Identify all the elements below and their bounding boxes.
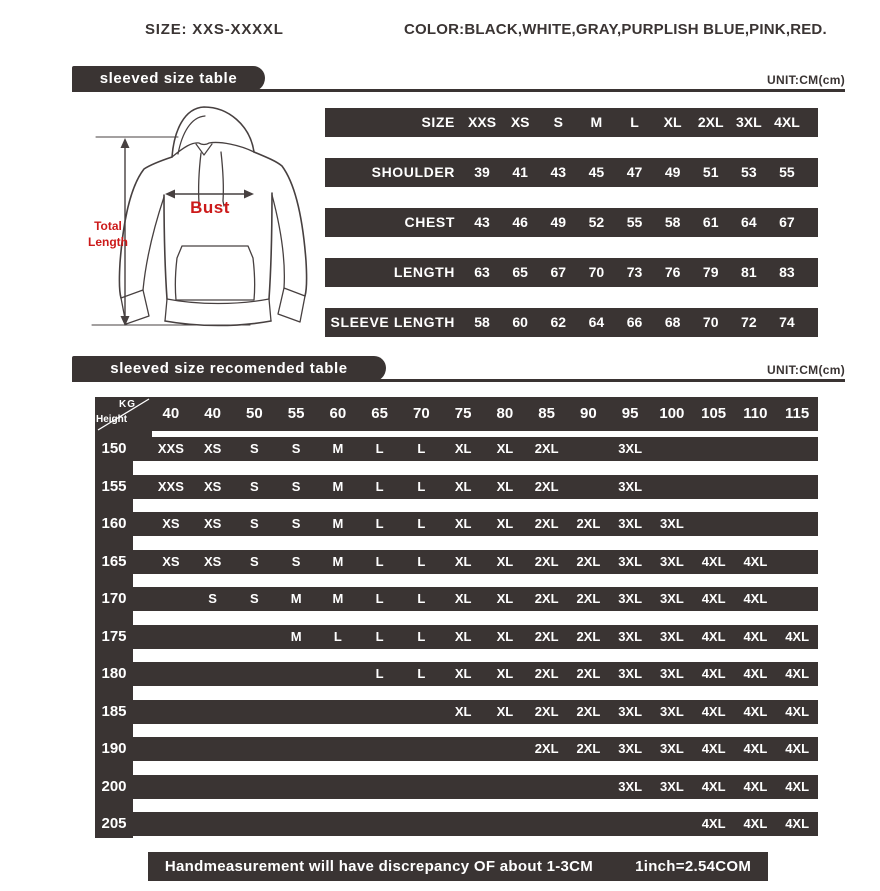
weight-header-cell: 40 — [162, 405, 180, 422]
recommend-size-cell — [317, 812, 359, 836]
recommend-size-cell: XS — [203, 516, 222, 531]
size-table-cell: 63 — [474, 264, 490, 280]
recommend-table-row — [133, 775, 818, 799]
recommend-size-cell — [693, 512, 735, 536]
recommend-size-cell: XS — [203, 441, 222, 456]
height-label: 190 — [101, 740, 127, 757]
recommend-size-cell: XL — [496, 441, 514, 456]
size-table-cell: 81 — [741, 264, 757, 280]
recommend-size-cell: 3XL — [659, 703, 684, 719]
size-table-cell: 62 — [550, 314, 567, 330]
recommend-table-row — [133, 700, 818, 724]
recommend-size-cell: 3XL — [659, 741, 684, 756]
recommend-size-cell: L — [375, 628, 384, 644]
section-banner-recommended-table: sleeved size recomended table — [72, 356, 386, 382]
recommend-size-cell — [401, 775, 443, 799]
recommend-size-cell: 4XL — [701, 741, 726, 756]
size-table-cell: 2XL — [697, 114, 724, 130]
recommend-size-cell: 4XL — [701, 628, 726, 644]
height-label: 185 — [101, 702, 127, 720]
recommend-size-cell: 4XL — [785, 628, 810, 644]
recommend-size-cell: L — [333, 628, 342, 644]
recommend-size-cell — [192, 700, 234, 724]
recommend-table-row — [133, 737, 818, 761]
recommend-size-cell — [484, 812, 526, 836]
weight-header-cell: 115 — [785, 405, 810, 422]
recommend-size-cell: XL — [496, 591, 514, 606]
size-table-cell: 46 — [512, 214, 528, 230]
size-table-cell: 79 — [702, 264, 719, 280]
recommend-size-cell: 4XL — [743, 778, 768, 794]
recommend-size-cell: M — [290, 628, 302, 644]
recommend-size-cell — [317, 775, 359, 799]
height-label: 205 — [101, 815, 127, 832]
weight-header-cell: 85 — [538, 405, 555, 422]
recommend-size-cell: XS — [203, 478, 222, 494]
recommend-size-cell: 2XL — [576, 516, 601, 531]
recommend-size-cell: 3XL — [618, 741, 643, 756]
recommend-size-cell — [192, 775, 234, 799]
size-table-row-label: SHOULDER — [371, 164, 455, 180]
recommend-size-cell — [275, 737, 317, 761]
size-table-cell: 4XL — [774, 114, 800, 130]
weight-header-cell: 75 — [454, 405, 472, 422]
weight-header-cell: 60 — [329, 405, 347, 422]
size-table-cell: 49 — [664, 164, 681, 180]
recommend-size-cell — [275, 662, 317, 686]
size-table-cell: 70 — [702, 314, 719, 330]
recommend-size-cell: 3XL — [618, 553, 643, 569]
recommend-size-cell: XS — [162, 553, 180, 569]
recommend-size-cell: 2XL — [534, 441, 559, 456]
height-label: 150 — [101, 440, 127, 457]
recommend-size-cell — [234, 700, 276, 724]
recommend-size-cell — [735, 475, 777, 499]
section-banner-size-table: sleeved size table — [72, 66, 265, 92]
size-table-cell: 55 — [779, 164, 795, 180]
recommend-size-cell: XL — [496, 516, 514, 531]
recommend-size-cell: 3XL — [618, 666, 643, 681]
recommend-size-cell — [359, 775, 401, 799]
recommend-size-cell — [359, 812, 401, 836]
recommend-size-cell: XL — [454, 553, 472, 569]
recommend-size-cell — [192, 812, 234, 836]
size-table-cell: 66 — [626, 314, 643, 330]
size-table-row-label: SIZE — [421, 114, 455, 130]
weight-header-cell: 90 — [580, 405, 597, 422]
recommend-size-cell: L — [417, 666, 426, 681]
size-table-row — [325, 158, 818, 187]
recommend-size-cell: 4XL — [785, 741, 810, 756]
size-table-row-values — [455, 308, 818, 337]
recommend-size-cell: L — [417, 441, 426, 456]
recommend-size-cell: 3XL — [618, 703, 643, 719]
height-column-strip — [95, 397, 133, 838]
recommend-size-cell: L — [417, 553, 426, 569]
height-label: 175 — [101, 627, 127, 645]
height-label: 160 — [101, 515, 127, 532]
recommend-size-cell — [150, 662, 192, 686]
recommend-size-cell: 2XL — [534, 591, 559, 606]
recommend-size-cell — [275, 812, 317, 836]
recommend-size-cell: 3XL — [659, 666, 684, 681]
recommend-size-cell: M — [332, 553, 344, 569]
recommend-size-cell: 4XL — [785, 816, 810, 831]
recommend-size-cell: S — [250, 553, 259, 569]
recommend-size-cell: S — [291, 478, 301, 494]
bust-label: Bust — [190, 198, 230, 217]
recommend-size-cell — [568, 437, 610, 461]
recommend-size-cell: 3XL — [618, 516, 643, 531]
recommend-size-cell — [401, 700, 443, 724]
weight-header-row — [150, 397, 818, 431]
size-table-cell: S — [553, 114, 563, 130]
recommend-size-cell: L — [417, 628, 426, 644]
height-label: 155 — [101, 477, 127, 495]
recommend-size-cell: 3XL — [659, 591, 684, 606]
recommend-size-cell — [651, 437, 693, 461]
size-table-row-label: LENGTH — [393, 264, 455, 280]
size-table-cell: XL — [663, 114, 682, 130]
section-divider-2 — [72, 379, 845, 382]
recommend-size-cell: XS — [162, 516, 180, 531]
height-axis-label: Height — [96, 414, 128, 425]
recommend-size-cell — [192, 662, 234, 686]
recommend-size-cell — [568, 812, 610, 836]
size-table-row — [325, 258, 818, 287]
recommend-size-cell: 3XL — [659, 628, 684, 644]
recommend-size-cell — [693, 475, 735, 499]
height-label: 165 — [101, 552, 127, 570]
recommend-size-cell: L — [375, 441, 384, 456]
height-label: 200 — [101, 777, 127, 795]
recommend-size-cell: XL — [496, 666, 514, 681]
size-table-row-label: CHEST — [404, 214, 455, 230]
recommend-size-cell — [401, 812, 443, 836]
weight-header-cell: 105 — [701, 405, 727, 422]
size-table-cell: XS — [510, 114, 530, 130]
weight-header-cell: 100 — [659, 405, 685, 422]
recommend-size-cell — [359, 700, 401, 724]
recommend-size-cell: 4XL — [743, 703, 768, 719]
size-table-row — [325, 308, 818, 337]
recommend-size-cell — [735, 512, 777, 536]
recommend-size-cell — [150, 625, 192, 649]
recommend-size-cell: L — [375, 516, 384, 531]
size-table-cell: 64 — [741, 214, 757, 230]
recommend-size-cell — [735, 437, 777, 461]
weight-header-cell: 50 — [246, 405, 263, 422]
recommend-size-cell: 4XL — [743, 591, 768, 606]
recommend-size-cell: 4XL — [785, 778, 810, 794]
recommend-size-cell: XL — [496, 553, 514, 569]
size-table-cell: 47 — [626, 164, 643, 180]
recommend-size-cell — [442, 775, 484, 799]
size-table-cell: 39 — [474, 164, 490, 180]
size-table-row-values — [455, 258, 818, 287]
recommend-table-row — [133, 512, 818, 536]
recommend-size-cell: 4XL — [701, 666, 726, 681]
recommend-size-cell — [150, 812, 192, 836]
size-table-cell: 52 — [588, 214, 605, 230]
recommend-size-cell — [651, 475, 693, 499]
recommend-size-cell: 2XL — [534, 666, 559, 681]
recommend-size-cell: 3XL — [618, 478, 643, 494]
size-table-cell: 51 — [702, 164, 719, 180]
size-table-cell: 65 — [512, 264, 528, 280]
recommend-size-cell — [234, 775, 276, 799]
recommend-size-cell: 4XL — [701, 778, 726, 794]
recommend-size-cell: S — [291, 516, 301, 531]
recommend-size-cell: S — [250, 591, 259, 606]
recommend-size-cell: 4XL — [701, 553, 726, 569]
size-table-cell: 70 — [588, 264, 605, 280]
recommend-size-cell — [776, 550, 818, 574]
size-table-cell: 45 — [588, 164, 605, 180]
recommend-size-cell: XL — [496, 703, 514, 719]
recommend-table-row — [133, 812, 818, 836]
recommend-size-cell: 4XL — [785, 703, 810, 719]
recommend-size-cell — [693, 437, 735, 461]
recommend-size-cell — [776, 475, 818, 499]
recommend-size-cell: M — [290, 591, 302, 606]
size-table-row-values — [455, 108, 818, 137]
color-options-text: COLOR:BLACK,WHITE,GRAY,PURPLISH BLUE,PINK,RED. — [404, 21, 827, 38]
recommend-size-cell: 4XL — [743, 816, 768, 831]
recommend-size-cell: M — [332, 516, 344, 531]
recommend-size-cell: 2XL — [534, 628, 559, 644]
size-table-cell: 67 — [779, 214, 795, 230]
recommend-size-cell: 4XL — [743, 628, 768, 644]
recommend-size-cell: XXS — [157, 441, 184, 456]
recommend-size-cell: 2XL — [534, 553, 559, 569]
recommend-size-cell — [234, 662, 276, 686]
recommend-size-cell — [776, 437, 818, 461]
recommend-size-cell — [150, 700, 192, 724]
unit-label-2: UNIT:CM(cm) — [767, 363, 845, 377]
size-table-cell: 74 — [779, 314, 795, 330]
size-table-cell: 43 — [550, 164, 567, 180]
recommend-size-cell: 3XL — [659, 516, 684, 531]
size-table-cell: 61 — [702, 214, 719, 230]
recommend-size-cell: L — [375, 666, 384, 681]
size-table-cell: 53 — [741, 164, 757, 180]
size-table-row-values — [455, 208, 818, 237]
recommend-size-cell — [234, 737, 276, 761]
recommend-size-cell — [234, 625, 276, 649]
recommend-size-cell: L — [417, 591, 426, 606]
recommend-table-row — [133, 437, 818, 461]
size-table-cell: L — [630, 114, 639, 130]
recommend-size-cell: 3XL — [659, 778, 684, 794]
recommend-size-cell: 3XL — [618, 591, 643, 606]
size-table-cell: 76 — [664, 264, 681, 280]
arrowheads — [121, 138, 255, 326]
recommend-size-cell — [234, 812, 276, 836]
size-table-row — [325, 108, 818, 137]
recommend-size-cell: XL — [454, 441, 472, 456]
size-table-cell: 73 — [626, 264, 643, 280]
recommend-size-cell: 4XL — [701, 591, 726, 606]
size-table-cell: 58 — [664, 214, 681, 230]
recommend-size-cell: 2XL — [576, 553, 601, 569]
recommend-size-cell: S — [208, 591, 217, 606]
recommend-size-cell — [484, 737, 526, 761]
recommend-size-cell: 2XL — [576, 591, 601, 606]
recommend-size-cell — [150, 587, 192, 611]
recommend-size-cell — [359, 737, 401, 761]
weight-header-cell: 55 — [287, 405, 305, 422]
recommend-size-cell: 2XL — [534, 478, 559, 494]
size-table-cell: 68 — [664, 314, 681, 330]
size-table-cell: 72 — [741, 314, 757, 330]
size-table-row-label: SLEEVE LENGTH — [330, 314, 455, 330]
recommend-size-cell: 2XL — [576, 703, 601, 719]
recommend-size-cell: 4XL — [701, 703, 726, 719]
measurement-discrepancy-note: Handmeasurement will have discrepancy OF about 1-3CM — [164, 858, 594, 875]
height-label: 170 — [101, 590, 127, 607]
recommend-size-cell — [776, 587, 818, 611]
size-table-cell: 64 — [588, 314, 605, 330]
recommend-size-cell: 4XL — [785, 666, 810, 681]
recommend-size-cell: 2XL — [534, 741, 559, 756]
recommend-size-cell: 3XL — [659, 553, 684, 569]
recommend-size-cell: M — [332, 478, 344, 494]
recommend-size-cell: XL — [454, 666, 472, 681]
recommend-size-cell — [776, 512, 818, 536]
recommend-table-row — [133, 625, 818, 649]
recommend-size-cell: 2XL — [576, 741, 601, 756]
size-table-row — [325, 208, 818, 237]
recommend-size-cell: S — [291, 441, 301, 456]
recommend-size-cell — [317, 737, 359, 761]
total-length-label: Total Length — [88, 219, 128, 249]
recommend-size-cell: XL — [454, 591, 472, 606]
recommend-size-cell: 2XL — [534, 516, 559, 531]
recommend-size-cell — [442, 737, 484, 761]
weight-header-cell: 80 — [496, 405, 514, 422]
size-table-row-values — [455, 158, 818, 187]
footer-note-bar — [148, 852, 768, 881]
recommend-size-cell: XL — [496, 628, 514, 644]
recommend-size-cell: L — [417, 478, 426, 494]
recommend-size-cell — [275, 700, 317, 724]
recommend-size-cell: 2XL — [534, 703, 559, 719]
recommend-size-cell — [317, 662, 359, 686]
recommend-size-cell — [192, 625, 234, 649]
recommend-size-cell — [568, 475, 610, 499]
size-table-cell: M — [590, 114, 603, 130]
recommend-size-cell — [609, 812, 651, 836]
recommend-size-cell: 2XL — [576, 666, 601, 681]
recommend-size-cell: L — [375, 478, 384, 494]
recommend-size-cell: 3XL — [618, 778, 643, 794]
recommend-size-cell: XL — [454, 703, 472, 719]
recommend-size-cell: XL — [454, 628, 472, 644]
recommend-size-cell: XL — [454, 478, 472, 494]
weight-header-cell: 65 — [371, 405, 388, 422]
recommend-size-cell: XL — [454, 516, 472, 531]
size-table-cell: 55 — [626, 214, 643, 230]
recommend-size-cell: XL — [496, 478, 514, 494]
recommend-size-cell — [401, 737, 443, 761]
recommend-size-cell: L — [417, 516, 426, 531]
size-table-cell: 58 — [474, 314, 490, 330]
recommend-size-cell: S — [250, 516, 259, 531]
recommend-table-row — [133, 662, 818, 686]
recommend-size-cell: L — [375, 553, 384, 569]
recommend-size-cell — [651, 812, 693, 836]
recommend-size-cell: 4XL — [743, 666, 768, 681]
recommend-table-row — [133, 550, 818, 574]
recommend-size-cell: 3XL — [618, 441, 643, 456]
recommend-size-cell — [526, 812, 568, 836]
recommend-table-row — [133, 475, 818, 499]
weight-header-cell: 95 — [621, 405, 639, 422]
recommend-size-cell: 2XL — [576, 628, 601, 644]
size-table-cell: 67 — [550, 264, 567, 280]
recommend-size-cell — [526, 775, 568, 799]
section-divider-1 — [72, 89, 845, 92]
recommend-size-cell: 4XL — [743, 553, 768, 569]
recommend-size-cell — [442, 812, 484, 836]
recommend-size-cell — [568, 775, 610, 799]
inch-conversion-note: 1inch=2.54COM — [635, 858, 752, 875]
size-table-cell: 3XL — [735, 114, 762, 130]
recommend-size-cell — [275, 775, 317, 799]
size-table-cell: 60 — [512, 314, 528, 330]
size-table-cell: 41 — [512, 164, 528, 180]
recommend-size-cell: S — [250, 478, 259, 494]
recommend-size-cell — [317, 700, 359, 724]
unit-label-1: UNIT:CM(cm) — [767, 73, 845, 87]
recommend-size-cell — [150, 737, 192, 761]
recommend-size-cell — [484, 775, 526, 799]
recommend-size-cell: XXS — [157, 478, 184, 494]
recommend-size-cell: S — [291, 553, 301, 569]
recommend-size-cell: L — [375, 591, 384, 606]
recommend-size-cell: 4XL — [701, 816, 726, 831]
recommend-table-row — [133, 587, 818, 611]
recommend-size-cell: 3XL — [618, 628, 643, 644]
recommend-size-cell: M — [332, 441, 344, 456]
recommend-size-cell — [150, 775, 192, 799]
recommend-size-cell: XS — [203, 553, 222, 569]
recommend-size-cell: 4XL — [743, 741, 768, 756]
recommend-size-cell — [192, 737, 234, 761]
recommend-size-cell: M — [332, 591, 344, 606]
height-label: 180 — [101, 665, 127, 682]
size-table-cell: 49 — [550, 214, 567, 230]
weight-axis-label: KG — [119, 399, 136, 410]
size-table-cell: XXS — [468, 114, 497, 130]
recommend-size-cell: S — [250, 441, 259, 456]
size-table-cell: 43 — [474, 214, 490, 230]
size-table-cell: 83 — [779, 264, 795, 280]
weight-header-cell: 70 — [413, 405, 430, 422]
size-range-text: SIZE: XXS-XXXXL — [145, 21, 284, 38]
weight-header-cell: 110 — [743, 405, 768, 422]
weight-header-cell: 40 — [204, 405, 221, 422]
